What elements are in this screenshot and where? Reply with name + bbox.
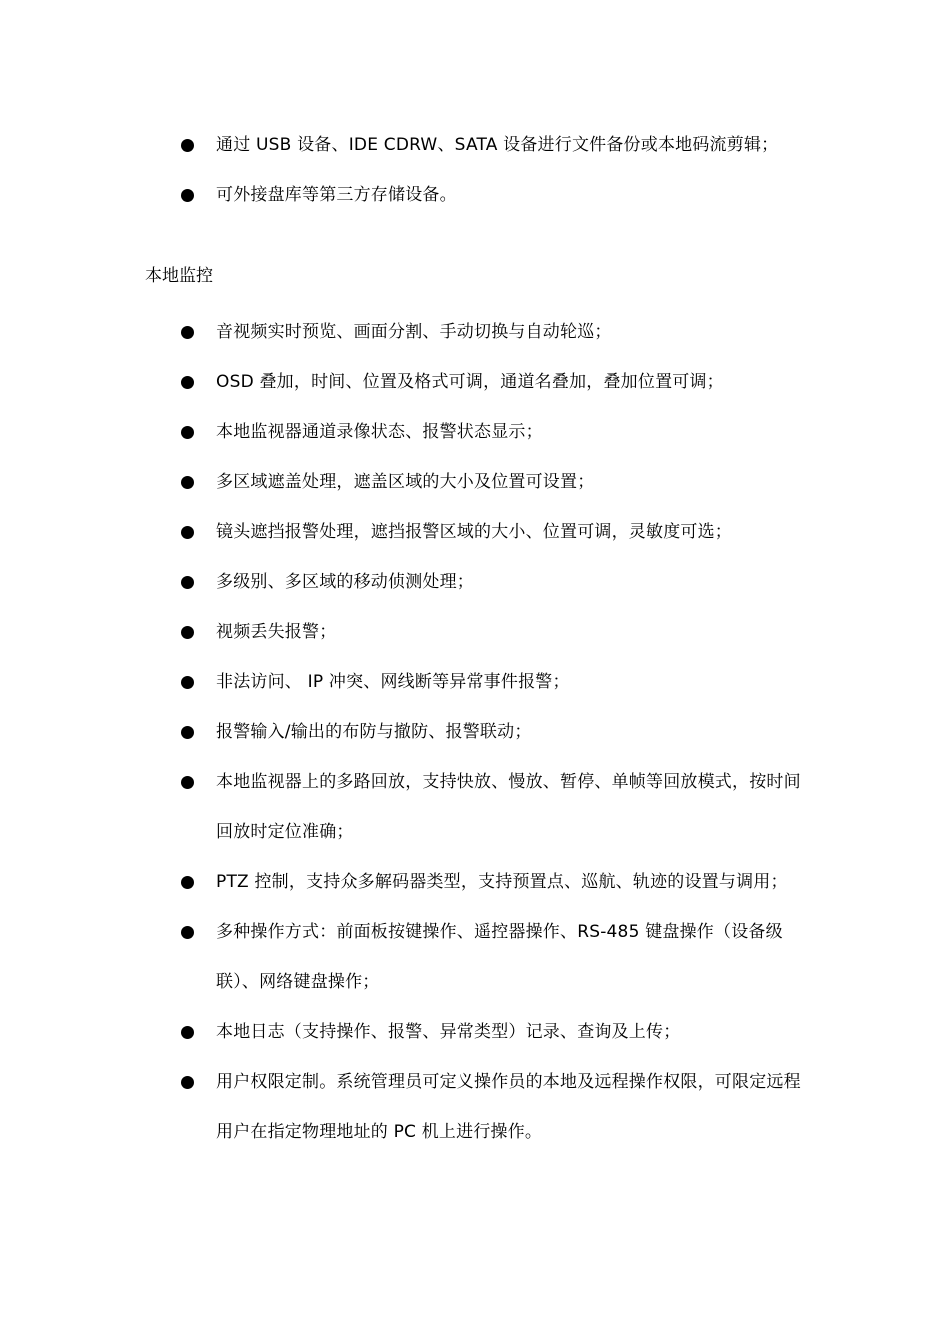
list-item bbox=[0, 1057, 950, 1157]
list-item-text: 多级别、多区域的移动侦测处理； bbox=[216, 572, 474, 592]
bullet-icon bbox=[181, 626, 194, 639]
bullet-icon bbox=[181, 526, 194, 539]
bullet-icon bbox=[181, 426, 194, 439]
list-item-text: 本地监视器通道录像状态、报警状态显示； bbox=[216, 422, 543, 442]
list-item bbox=[0, 857, 950, 907]
list-item-text: PTZ 控制，支持众多解码器类型，支持预置点、巡航、轨迹的设置与调用； bbox=[216, 872, 788, 892]
list-item bbox=[0, 607, 950, 657]
list-item bbox=[0, 407, 950, 457]
list-item bbox=[0, 170, 950, 220]
list-item bbox=[0, 757, 950, 857]
list-item bbox=[0, 120, 950, 170]
bullet-icon bbox=[181, 676, 194, 689]
list-item-text: 非法访问、 IP 冲突、网线断等异常事件报警； bbox=[216, 672, 570, 692]
bullet-icon bbox=[181, 1026, 194, 1039]
bullet-icon bbox=[181, 476, 194, 489]
list-item-text: 本地监视器上的多路回放，支持快放、慢放、暂停、单帧等回放模式，按时间回放时定位准确； bbox=[216, 772, 801, 842]
list-item bbox=[0, 357, 950, 407]
list-item-text: OSD 叠加，时间、位置及格式可调，通道名叠加，叠加位置可调； bbox=[216, 372, 724, 392]
bullet-icon bbox=[181, 189, 194, 202]
list-item-text: 音视频实时预览、画面分割、手动切换与自动轮巡； bbox=[216, 322, 612, 342]
bullet-icon bbox=[181, 726, 194, 739]
list-item bbox=[0, 657, 950, 707]
list-item-text: 报警输入/输出的布防与撤防、报警联动； bbox=[216, 722, 532, 742]
bullet-icon bbox=[181, 1076, 194, 1089]
list-item bbox=[0, 707, 950, 757]
list-item-text: 用户权限定制。系统管理员可定义操作员的本地及远程操作权限，可限定远程用户在指定物理地址的 PC 机上进行操作。 bbox=[216, 1072, 801, 1142]
list-item bbox=[0, 907, 950, 1007]
list-item-text: 本地日志（支持操作、报警、异常类型）记录、查询及上传； bbox=[216, 1022, 681, 1042]
bullet-icon bbox=[181, 139, 194, 152]
bullet-icon bbox=[181, 576, 194, 589]
local-monitor-feature-list bbox=[0, 307, 950, 1157]
list-item bbox=[0, 557, 950, 607]
bullet-icon bbox=[181, 326, 194, 339]
list-item-text: 镜头遮挡报警处理，遮挡报警区域的大小、位置可调，灵敏度可选； bbox=[216, 522, 732, 542]
list-item-text: 视频丢失报警； bbox=[216, 622, 337, 642]
list-item-text: 通过 USB 设备、IDE CDRW、SATA 设备进行文件备份或本地码流剪辑； bbox=[216, 135, 779, 155]
bullet-icon bbox=[181, 926, 194, 939]
bullet-icon bbox=[181, 876, 194, 889]
list-item bbox=[0, 457, 950, 507]
list-item-text: 多种操作方式：前面板按键操作、遥控器操作、RS-485 键盘操作（设备级联）、网络键盘操作； bbox=[216, 922, 783, 992]
list-item bbox=[0, 507, 950, 557]
list-item-text: 可外接盘库等第三方存储设备。 bbox=[216, 185, 457, 205]
list-item bbox=[0, 1007, 950, 1057]
section-heading: 本地监控 bbox=[145, 266, 213, 286]
backup-feature-list bbox=[0, 120, 950, 220]
bullet-icon bbox=[181, 376, 194, 389]
list-item bbox=[0, 307, 950, 357]
bullet-icon bbox=[181, 776, 194, 789]
list-item-text: 多区域遮盖处理，遮盖区域的大小及位置可设置； bbox=[216, 472, 595, 492]
